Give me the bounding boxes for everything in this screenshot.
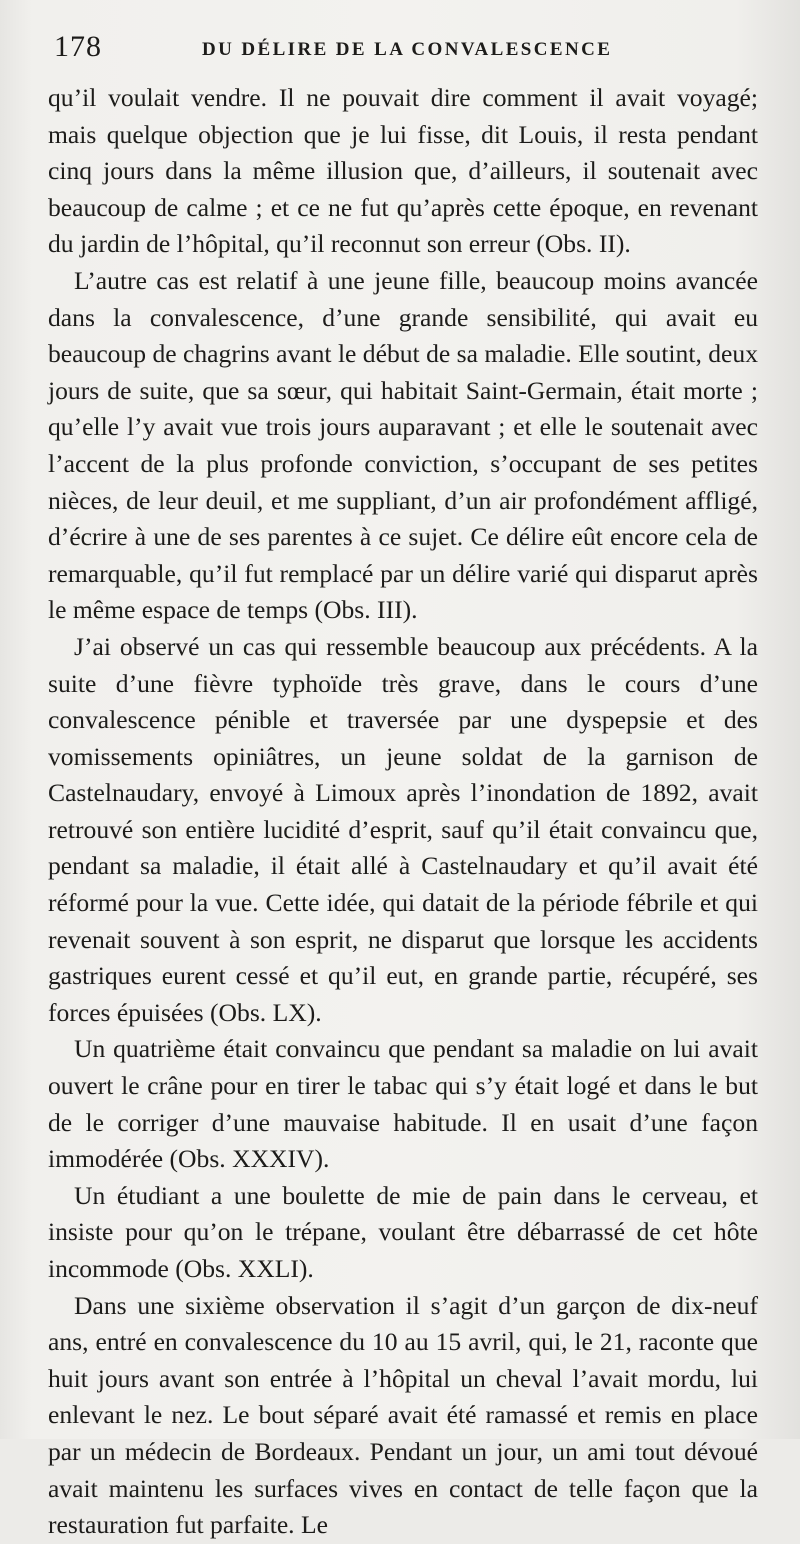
paragraph-2: L’autre cas est relatif à une jeune fille, beaucoup moins avancée dans la convalescence, d’une grande sensibilité, qui avait eu beaucoup de chagrins avant le début de sa maladie. Elle soutint, deux jours de suite, que sa sœur, qui habitait Saint-Germain, était morte ; qu’elle l’y avait vue trois jours auparavant ; et elle le soutenait avec l’accent de la plus profonde conviction, s’occupant de ses petites nièces, de leur deuil, et me suppliant, d’un air profondément affligé, d’écrire à une de ses parentes à ce sujet. Ce délire eût encore cela de remarquable, qu’il fut remplacé par un délire varié qui disparut après le même espace de temps (Obs. III). <box>48 265 758 625</box>
page-number: 178 <box>54 30 102 63</box>
running-title: DU DÉLIRE DE LA CONVALESCENCE <box>202 39 613 60</box>
paragraph-1: qu’il voulait vendre. Il ne pouvait dire comment il avait voyagé; mais quelque objection que je lui fisse, dit Louis, il resta pendant cinq jours dans la même illusion que, d’ailleurs, il soutenait avec beaucoup de calme ; et ce ne fut qu’après cette époque, en revenant du jardin de l’hôpital, qu’il reconnut son erreur (Obs. II). <box>48 83 758 259</box>
body-text <box>48 80 758 1544</box>
running-head <box>54 30 754 70</box>
paragraph-3: J’ai observé un cas qui ressemble beaucoup aux précédents. A la suite d’une fièvre typhoïde très grave, dans le cours d’une convalescence pénible et traversée par une dyspepsie et des vomissements opiniâtres, un jeune soldat de la garnison de Castelnaudary, envoyé à Limoux après l’inondation de 1892, avait retrouvé son entière lucidité d’esprit, sauf qu’il était convaincu que, pendant sa maladie, il était allé à Castelnaudary et qu’il avait été réformé pour la vue. Cette idée, qui datait de la période fébrile et qui revenait souvent à son esprit, ne disparut que lorsque les accidents gastriques eurent cessé et qu’il eut, en grande partie, récupéré, ses forces épuisées (Obs. LX). <box>48 631 758 1027</box>
paragraph-4: Un quatrième était convaincu que pendant sa maladie on lui avait ouvert le crâne pour en tirer le tabac qui s’y était logé et dans le but de le corriger d’une mauvaise habitude. Il en usait d’une façon immodérée (Obs. XXXIV). <box>48 1034 758 1174</box>
paragraph-5: Un étudiant a une boulette de mie de pain dans le cerveau, et insiste pour qu’on le trépane, voulant être débarrassé de cet hôte incommode (Obs. XXLI). <box>48 1180 758 1283</box>
paragraph-6: Dans une sixième observation il s’agit d’un garçon de dix-neuf ans, entré en convalescence du 10 au 15 avril, qui, le 21, raconte que huit jours avant son entrée à l’hôpital un cheval l’avait mordu, lui enlevant le nez. Le bout séparé avait été ramassé et remis en place par un médecin de Bordeaux. Pendant un jour, un ami tout dévoué avait maintenu les surfaces vives en contact de telle façon que la restauration fut parfaite. Le <box>48 1290 758 1540</box>
